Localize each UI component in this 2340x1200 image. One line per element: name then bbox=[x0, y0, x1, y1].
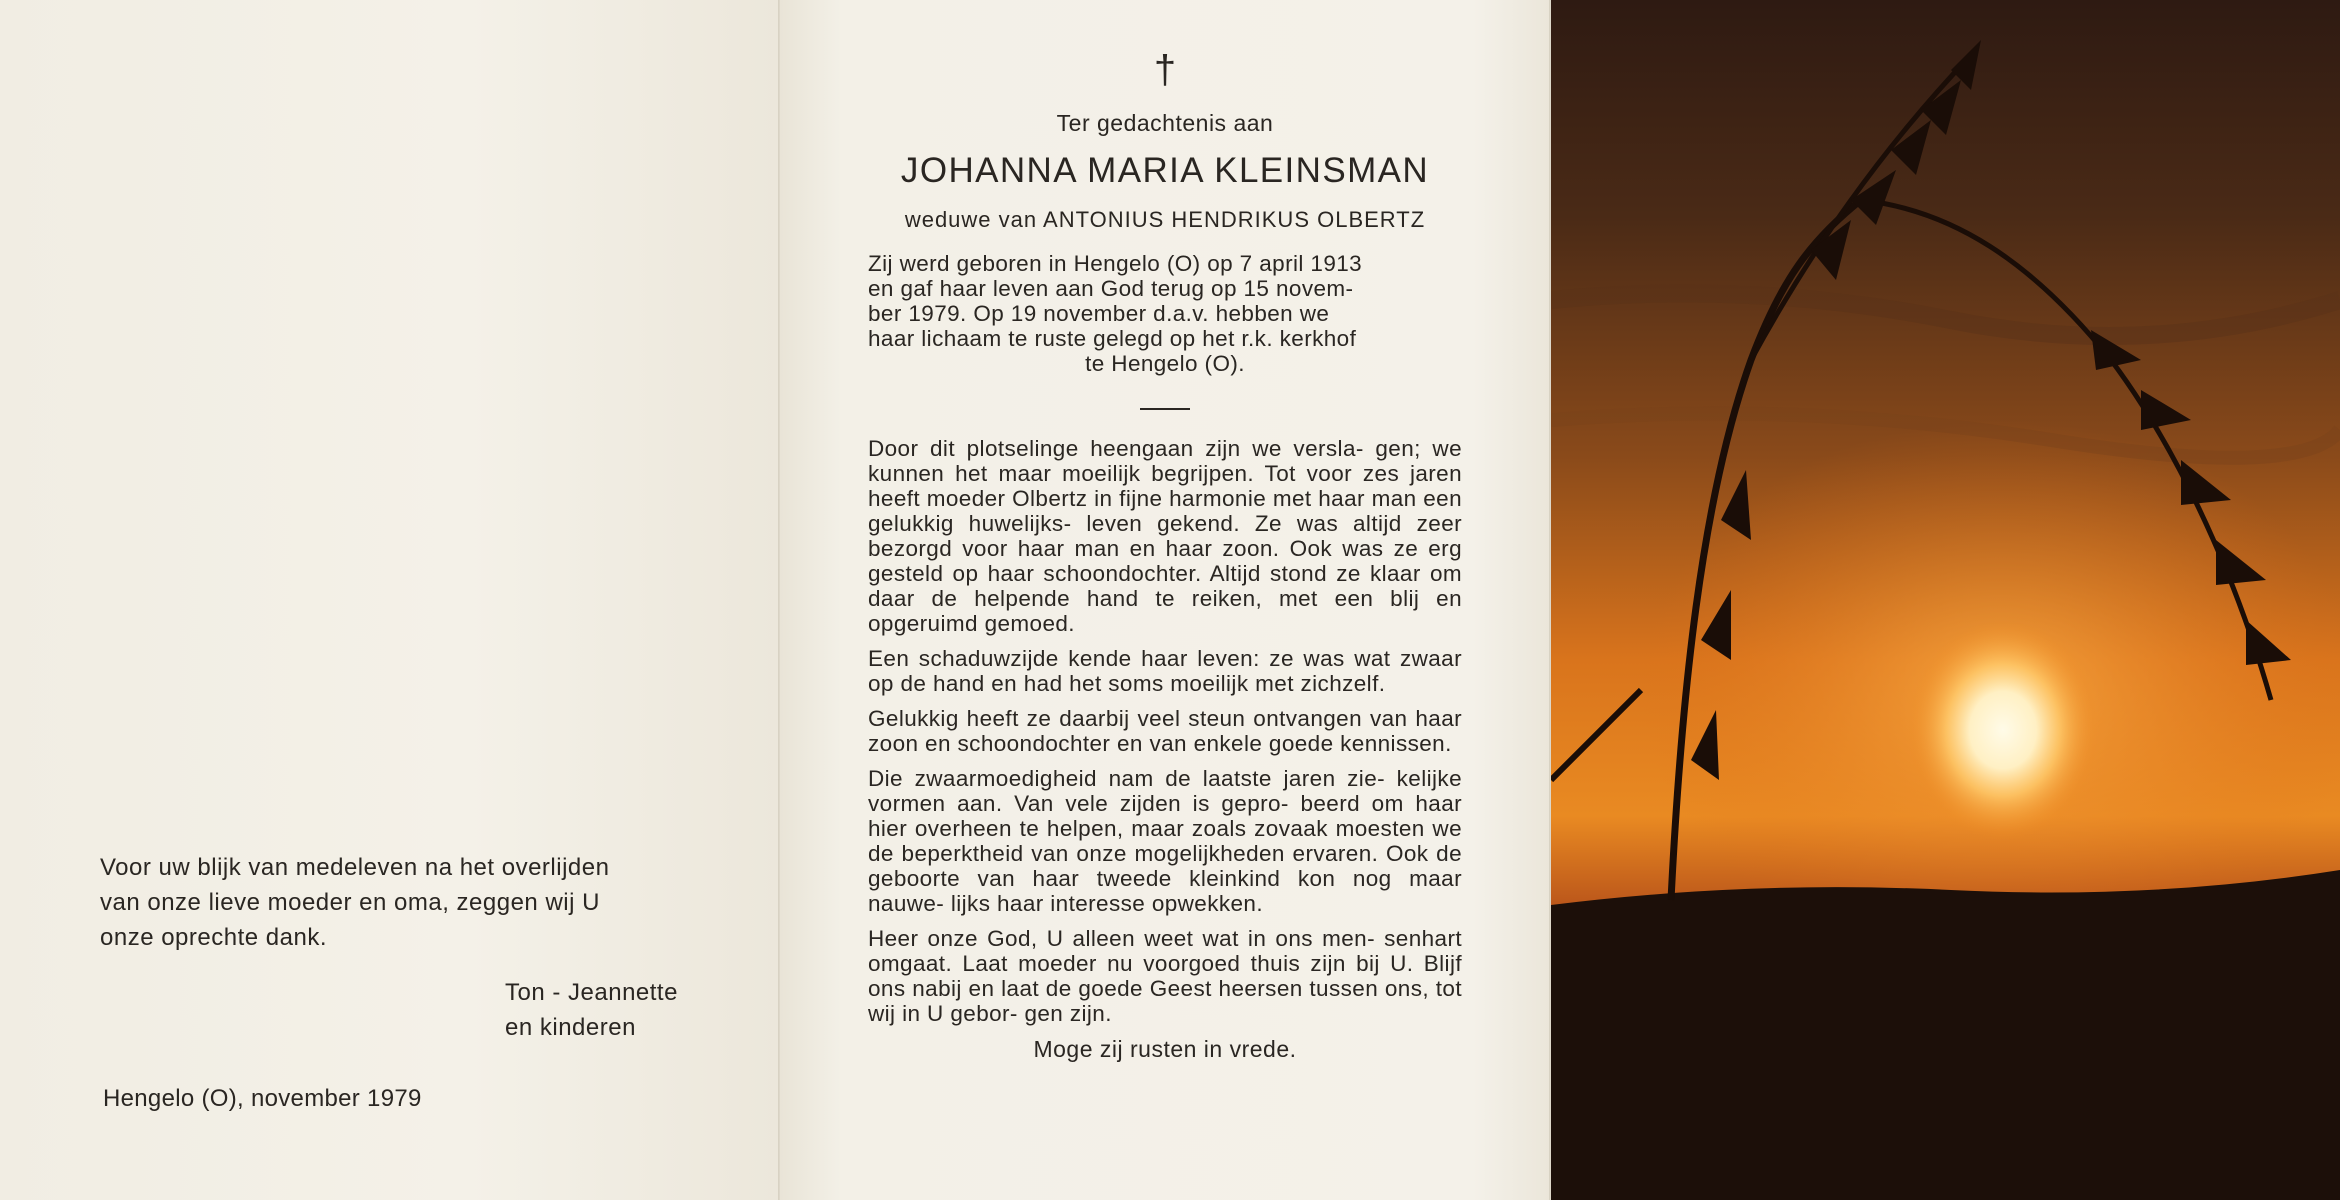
bio-block bbox=[868, 251, 1462, 376]
bio-line: en gaf haar leven aan God terug op 15 novem- bbox=[868, 276, 1354, 301]
sunset-photo bbox=[1551, 0, 2340, 1200]
family-signoff bbox=[505, 975, 678, 1045]
middle-panel bbox=[780, 0, 1550, 1200]
cross-icon: † bbox=[1153, 48, 1177, 92]
place-date: Hengelo (O), november 1979 bbox=[103, 1085, 422, 1112]
deceased-name: JOHANNA MARIA KLEINSMAN bbox=[900, 151, 1430, 190]
paragraph: Die zwaarmoedigheid nam de laatste jaren zie- kelijke vormen aan. Van vele zijden is gepro- beerd om haar hier overheen te helpen, maar zoals zovaak moesten we de beperktheid van onze mogelijkheden ervaren. Ook de geboorte van haar tweede kleinkind kon nog maar nauwe- lijks haar interesse opwekken. bbox=[868, 766, 1462, 916]
bio-line: haar lichaam te ruste gelegd op het r.k. kerkhof bbox=[868, 326, 1357, 351]
paragraph: Gelukkig heeft ze daarbij veel steun ontvangen van haar zoon en schoondochter en van enkele goede kennissen. bbox=[868, 706, 1462, 756]
paragraph: Heer onze God, U alleen weet wat in ons men- senhart omgaat. Laat moeder nu voorgoed thuis zijn bij U. Blijf ons nabij en laat de goede Geest heersen tussen ons, tot wij in U gebor- gen zijn. bbox=[868, 926, 1462, 1026]
sunset-grass-image bbox=[1551, 0, 2340, 1200]
paragraph: Door dit plotselinge heengaan zijn we versla- gen; we kunnen het maar moeilijk begrijpen. Tot voor zes jaren heeft moeder Olbertz in fijne harmonie met haar man een gelukkig huwelijks- leven gekend. Ze was altijd zeer bezorgd voor haar man en haar zoon. Ook was ze erg gesteld op haar schoondochter. Altijd stond ze klaar om daar de helpende hand te reiken, met een blij en opgeruimd gemoed. bbox=[868, 436, 1462, 636]
thanks-message bbox=[100, 850, 700, 955]
signoff-line: Ton - Jeannette bbox=[505, 979, 678, 1006]
intro-text: Ter gedachtenis aan bbox=[1056, 110, 1274, 136]
bio-line: Zij werd geboren in Hengelo (O) op 7 april 1913 bbox=[868, 251, 1363, 276]
bio-line: ber 1979. Op 19 november d.a.v. hebben we bbox=[868, 301, 1330, 326]
thanks-line: Voor uw blijk van medeleven na het overlijden bbox=[100, 854, 610, 881]
thanks-line: van onze lieve moeder en oma, zeggen wij U bbox=[100, 889, 600, 916]
widow-of: weduwe van ANTONIUS HENDRIKUS OLBERTZ bbox=[904, 207, 1426, 232]
paragraph: Een schaduwzijde kende haar leven: ze was wat zwaar op de hand en had het soms moeilijk met zichzelf. bbox=[868, 646, 1462, 696]
bio-line: te Hengelo (O). bbox=[1085, 351, 1245, 376]
divider bbox=[1140, 408, 1190, 410]
closing-text: Moge zij rusten in vrede. bbox=[1033, 1036, 1297, 1062]
thanks-line: onze oprechte dank. bbox=[100, 924, 327, 951]
left-panel bbox=[0, 0, 778, 1200]
signoff-line: en kinderen bbox=[505, 1014, 636, 1041]
